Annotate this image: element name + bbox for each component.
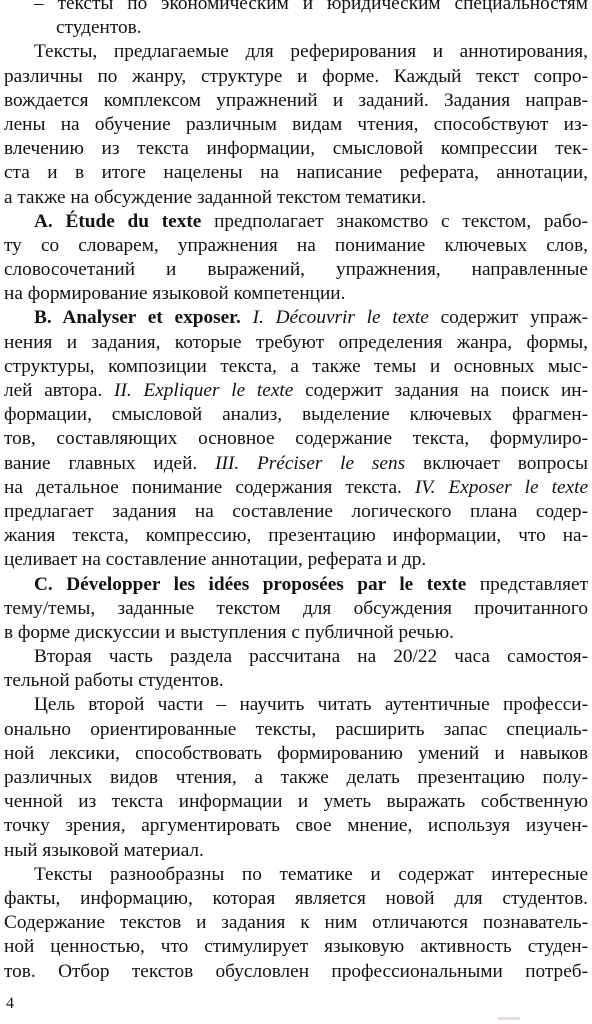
text-line — [4, 234, 588, 258]
text-line — [4, 161, 588, 185]
italic-term: IV. Exposer le texte — [414, 476, 589, 498]
text-run: ной лексики, способствовать формированию умений и навыков — [4, 742, 588, 764]
text-run — [241, 307, 253, 328]
scan-artifact-mark — [498, 1017, 520, 1020]
text-run: включает вопросы — [405, 452, 589, 474]
text-line — [4, 258, 588, 282]
text-line — [4, 524, 588, 548]
text-line — [4, 476, 588, 500]
text-run: различных видов чтения, а также делать презентацию полу- — [4, 767, 588, 788]
text-run: Цель второй части – научить читать аутентичные професси- — [34, 694, 588, 716]
text-line — [4, 887, 588, 911]
text-run: ста и в итоге нацелены на написание реферата, аннотации, — [4, 162, 588, 184]
text-line — [4, 911, 588, 935]
page-body-text — [4, 0, 588, 984]
text-run: на формирование языковой компетенции. — [4, 283, 346, 305]
text-line — [4, 137, 588, 161]
bold-heading: B. Analyser et exposer. — [34, 307, 241, 329]
text-line — [4, 427, 588, 451]
bold-heading: A. Étude du texte — [34, 210, 202, 232]
text-line — [4, 89, 588, 113]
text-run: различны по жанру, структуре и форме. Каждый текст сопро- — [4, 65, 588, 87]
text-run: точку зрения, аргументировать свое мнение, используя изучен- — [4, 815, 588, 837]
text-line — [4, 403, 588, 427]
page-number: 4 — [6, 995, 14, 1012]
text-run: содержит упраж- — [428, 307, 588, 329]
text-run: Содержание текстов и задания к ним отличаются познаватель- — [4, 912, 588, 934]
text-line — [4, 355, 588, 379]
text-line — [4, 500, 588, 524]
text-line — [4, 282, 588, 306]
text-line — [4, 645, 588, 669]
text-line — [4, 40, 588, 64]
text-line — [4, 0, 588, 16]
text-line — [4, 65, 588, 89]
text-line — [4, 210, 588, 234]
text-line — [4, 597, 588, 621]
italic-term: III. Préciser le sens — [215, 452, 406, 474]
text-line — [4, 669, 588, 693]
text-run: Вторая часть раздела рассчитана на 20/22 часа самостоя- — [34, 646, 588, 668]
text-line — [4, 113, 588, 137]
text-run: ный языковой материал. — [4, 839, 204, 861]
text-run: тему/темы, заданные текстом для обсуждения прочитанного — [4, 597, 588, 619]
text-line — [4, 379, 588, 403]
text-run: предлагает задания на составление логического плана содер- — [4, 500, 588, 522]
text-run: в форме дискуссии и выступления с публичной речью. — [4, 621, 454, 643]
text-line — [4, 16, 588, 40]
text-run: онально ориентированные тексты, расширить запас специаль- — [4, 718, 588, 740]
text-line — [4, 186, 588, 210]
text-line — [4, 548, 588, 572]
text-line — [4, 718, 588, 742]
text-line — [4, 306, 588, 330]
text-run: нения и задания, которые требуют определения жанра, формы, — [4, 331, 588, 353]
text-line — [4, 790, 588, 814]
text-run: студентов. — [56, 17, 142, 39]
text-line — [4, 935, 588, 959]
italic-term: II. Expliquer le texte — [114, 380, 294, 401]
text-line — [4, 742, 588, 766]
text-run: на детальное понимание содержания текста. — [4, 476, 415, 498]
text-run: влечению из текста информации, смысловой компрессии тек- — [4, 138, 588, 160]
text-line — [4, 331, 588, 355]
text-line — [4, 621, 588, 645]
text-run: а также на обсуждение заданной текстом тематики. — [4, 186, 427, 208]
bold-heading: C. Développer les idées proposées par le texte — [34, 573, 467, 595]
text-run: ту со словарем, упражнения на понимание ключевых слов, — [4, 234, 588, 256]
text-line — [4, 766, 588, 790]
text-line — [4, 452, 588, 476]
text-line — [4, 814, 588, 838]
text-run: факты, информацию, которая является новой для студентов. — [4, 887, 588, 909]
text-run: целивает на составление аннотации, реферата и др. — [4, 549, 427, 571]
text-run: тов. Отбор текстов обусловлен профессиональными потреб- — [4, 960, 588, 982]
text-line — [4, 960, 588, 984]
text-run: жания текста, компрессию, презентацию информации, что на- — [4, 525, 588, 547]
text-run: вание главных идей. — [4, 452, 216, 474]
text-run: тельной работы студентов. — [4, 670, 224, 692]
text-run: словосочетаний и выражений, упражнения, направленные — [4, 259, 588, 281]
text-run: предполагает знакомство с текстом, рабо- — [201, 210, 588, 232]
italic-term: I. Découvrir le texte — [252, 307, 429, 329]
text-run: ченной из текста информации и уметь выражать собственную — [4, 791, 588, 813]
text-run: лей автора. — [4, 380, 115, 401]
text-run: структуры, композиции текста, а также темы и основных мыс- — [4, 355, 588, 377]
text-run: тов, составляющих основное содержание текста, формулиро- — [4, 428, 588, 450]
text-line — [4, 693, 588, 717]
text-run: Тексты, предлагаемые для реферирования и аннотирования, — [34, 41, 588, 63]
text-line — [4, 863, 588, 887]
text-run: вождается комплексом упражнений и заданий. Задания направ- — [4, 89, 588, 111]
text-run: содержит задания на поиск ин- — [293, 380, 588, 401]
text-line — [4, 839, 588, 863]
text-line — [4, 573, 588, 597]
text-run: Тексты разнообразны по тематике и содержат интересные — [34, 863, 588, 885]
text-run: формации, смысловой анализ, выделение ключевых фрагмен- — [4, 404, 588, 426]
text-run: представляет — [466, 573, 588, 595]
text-run: лены на обучение различным видам чтения, способствуют из- — [4, 113, 588, 135]
text-run: ной ценностью, что стимулирует языковую активность студен- — [4, 936, 588, 958]
text-run: – тексты по экономическим и юридическим специальностям — [34, 0, 588, 14]
